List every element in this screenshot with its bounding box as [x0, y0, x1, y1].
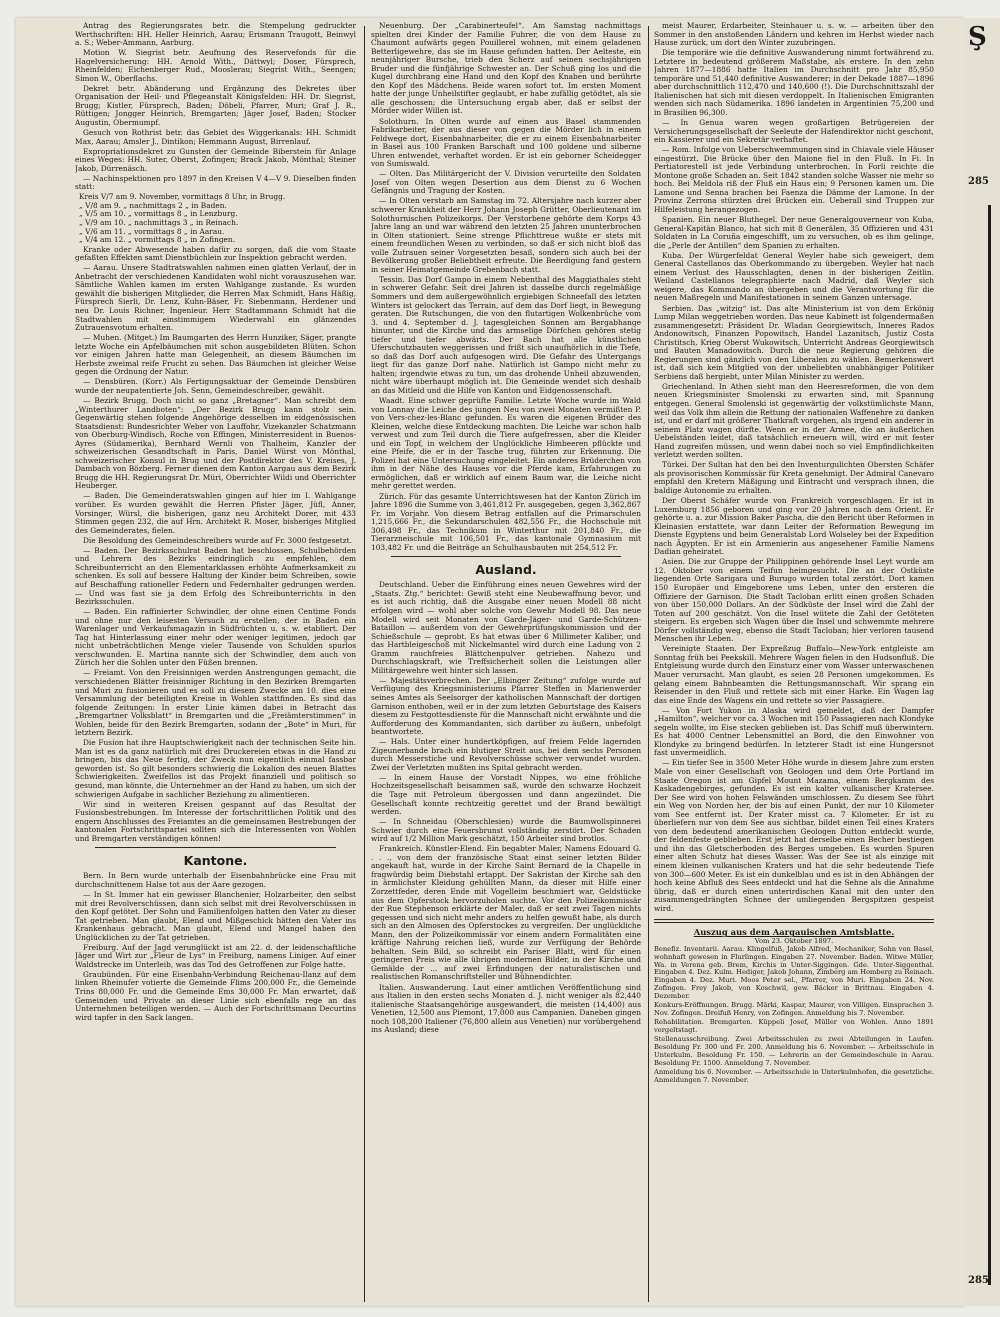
section-separator: [95, 847, 336, 848]
ausland-paragraphs: [371, 581, 641, 1034]
article-paragraph: Der Oberst Schäfer wurde von Frankreich vorgeschlagen. Er ist in Luxemburg 1856 geboren und ging vor 20 Jahren nach dem Orient. Er gehörte u. a. zur Mission Baker Pascha, die den Bericht über Reformen in Kleinasien erstattete, war dann Leiter der Reformation Bewegung im Dienste Egyptens und beim Generalstab Lord Wolseley bei der Expedition nach Ägypten. Er ist ein Armenierin aus angesehener Familie Namens Dadian geheiratet.: [654, 496, 934, 557]
article-paragraph: — In Schneidau (Oberschlesien) wurde die Baumwollspinnerei Schwier durch eine Feuersbrunst vollständig zerstört. Der Schaden wird auf 1/2 Million Mark geschätzt, 150 Arbeiter sind brotlos.: [371, 817, 641, 844]
article-paragraph: — Baden. Die Gemeinderatswahlen gingen auf hier im I. Wahlgange vorüber. Es wurden gewählt die Herren Pfister Jäger, Jüfl, Anner, Vorsinger, Würsl, die bisherigen, ganz neu Architekt Dorer, mit 433 Stimmen gegen 232, die auf Hrn. Architekt R. Moser, bisheriges Mitglied des Gemeinderates, fielen.: [75, 491, 356, 535]
article-paragraph: Kranke oder Abwesende haben dafür zu sorgen, daß die vom Staate gefaßten Effekten samt Dienstbüchlein zur Inspektion gebracht werden.: [75, 244, 356, 263]
article-paragraph: Vereinigte Staaten. Der Expreßzug Buffalo—New-York entgleiste am Sonntag früh bei Peekskill. Mehrere Wagen fielen in den Hudsonfluß. Die Entgleisung wurde durch den Einsturz einer vom Wasser unterwaschenen Mauer verursacht. Man glaubt, es seien 28 Personen umgekommen. Es gelang einem Bahnbeamten die Rettungsmannschaft. Wir sprang ein Reisender in den Fluß und rettete sich mit einer Harke. Ein Wagen lag das eine Ende des Wagens ein und rettete so vier Passagiere.: [654, 644, 934, 705]
adjacent-page-number-bottom: 285: [968, 1275, 989, 1286]
column-1-paragraphs: [75, 22, 356, 192]
column-1-news: [75, 246, 356, 844]
section-heading-ausland: Ausland.: [475, 562, 537, 578]
article-paragraph: Deutschland. Ueber die Einführung eines neuen Gewehres wird der „Staats. Ztg.“ berichtet: Gewiß steht eine Neubewaffnung bevor, und es ist auch richtig, daß die Ausgabe einer neuen Modell 88 nicht erfolgen wird — wohl aber solche von Gewehr Modell 98. Das neue Modell wird seit Monaten von Garde-Jäger- und Garde-Schützen-Bataillon — außerdem von der Gewehrprüfungskommission und der Schießschule — geprobt. Es hat etwas über 6 Millimeter Kaliber, und das Hartbleigeschoß mit Nickelmantel wird durch eine Ladung von 2 Gramm rauchfreies Blättchenpulver getrieben. Nahezu und Durchschlagskraft, wie Treffsicherheit sollen die Leistungen aller Militärgewehre weit hinter sich lassen.: [371, 580, 641, 675]
article-paragraph: — Nachinspektionen pro 1897 in den Kreisen V 4—V 9. Dieselben finden statt:: [75, 173, 356, 192]
article-paragraph: — Hals. Unter einer hundertköpfigen, auf freiem Felde lagernden Zigeunerbande brach ein blutiger Streit aus, bei dem sechs Personen durch Messerstiche und Revolverschüsse schwer verwundet wurden. Zwei der Verletzten mußten ins Spital gebracht werden.: [371, 737, 641, 772]
schedule-line: „ V/5 am 10. „ vormittags 8 „ in Lenzburg.: [79, 209, 238, 219]
column-3-paragraphs: [654, 22, 934, 913]
adjacent-page-edge: [964, 18, 1000, 1306]
column-1: [75, 22, 356, 1302]
amtsblatt-entries: [654, 946, 934, 1085]
article-paragraph: Wir sind in weiteren Kreisen gespannt auf das Resultat der Fusionsbestrebungen. Im Interesse der fortschrittlichen Politik und des engern Anschlusses des Freiamtes an die gemeinsamen Bestrebungen der kantonalen Fortschrittspartei sollten sich die Interessenten von Wohlen und Bremgarten verständigen können!: [75, 799, 356, 843]
article-paragraph: — In einem Hause der Vorstadt Nippes, wo eine fröhliche Hochzeitsgesellschaft beisammen saß, wurde den schwarze Hochzeit die Tage mit Petroleum übergossen und dann angezündet. Die Gesellschaft konnte rechtzeitig gerettet und der Brand bewältigt werden.: [371, 772, 641, 817]
schedule-line: „ V/9 am 10. „ nachmittags 3 „ in Reinach.: [79, 218, 239, 228]
adjacent-page-rule: [988, 205, 991, 1285]
article-paragraph: Serbien. Das „witzig“ ist. Das alte Ministerium ist von dem Erkönig Lump Milan weggetrieben worden. Das neue Kabinett ist folgendermaßen zusammengesetzt: Präsident Dr. Wladan Georgiewitsch, Inneres Rados Andonowitsch, Finanzen Popowitsch, Handel Lazanitsch, Justiz Costa Christitsch, Krieg Oberst Wukowitsch, Unterricht Andreas Georgiewitsch und Bauten Manadowitsch. Durch die neue Regierung gehören die Regierungen sind gänzlich von den Liberalen zu wählen. Bemerkenswert ist, daß sich kein Mitglied von der unbeliebten unabhängiger Politiker Serbiens daß hergiebt, unter Milan Minister zu werden.: [654, 303, 934, 381]
article-paragraph: — Baden. Der Bezirksschulrat Baden hat beschlossen, Schulbehörden und Lehrern des Bezirks eindringlich zu empfehlen, dem Schreibunterricht an den Elementarklassen erhöhte Aufmerksamkeit zu schenken. Es soll auf bessere Haltung der Kinder beim Schreiben, sowie auf Beschaffung rationeller Federn und Federnhalter gedrungen werden. — Und was fast sie ja dem Erfolg des Schreibunterrichts in den Bezirksschulen.: [75, 545, 356, 607]
article-paragraph: — In St. Immer hat ein gewisser Blanchenier, Holzarbeiter, den selbst mit drei Revolverschüssen, dann sich selbst mit drei Revolverschüssen in den Kopf getötet. Der Sohn und Familienfolgen hatten den Vater zu dieser Tat getrieben. Man glaubt, Elend und Mißgeschick hätten den Vater ins Krankenhaus gebracht. Man glaubt, Elend und Mangel haben den Unglücklichen zu der Tat getrieben.: [75, 889, 356, 942]
article-paragraph: Expropriationsdekret zu Gunsten der Gemeinde Biberstein für Anlage eines Weges: HH. Suter, Oberst, Zofingen; Brack Jakob, Mönthal; Steiner Jakob, Dürrenäsch.: [75, 146, 356, 173]
column-3: [654, 22, 934, 1302]
article-paragraph: Griechenland. In Athen sieht man den Heeresreformen, die von dem neuen Kriegsminister Smolenski zu erwarten sind, mit Spannung entgegen. General Smolenski ist gegenwärtig der volkstümlichste Mann, weil das Volk ihm allein die Rettung der nationalen Waffenehre zu danken ist, und er darf mit größerer Thatkraft vorgehen, als irgend ein anderer in seinem Platz wagen dürfte. Wenn er in der Armee, die an äußerlichen Uebelständen leidet, daß tatsächlich erneuern will, wird er mit fester Hand zugreifen müssen, und wenn dabei noch so viel Empfindlichkeiten verletzt werden sollten.: [654, 381, 934, 460]
article-paragraph: — Densbüren. (Korr.) Als Fertigungsaktuar der Gemeinde Densbüren wurde der neupatentierte Joh. Senn, Gemeindeschreiber, gewählt.: [75, 377, 356, 395]
box-separator: [654, 919, 934, 923]
article-paragraph: — In Genua waren wegen großartigen Betrügereien der Versicherungsgesellschaft der Seeleute der Hafendirektor nicht geschont, ein Kassierer und ein Sekretär verhaftet.: [654, 118, 934, 145]
article-paragraph: Neuenburg. Der „Carabinerteufel“. Am Samstag nachmittags spielten drei Kinder der Familie Fuhrer, die von dem Hause zu Chaumont aufwärts gegen Pouillerel wohnen, mit einem geladenen Betterligewehre, das sie im Hause gefunden hatten. Der Aelteste, ein neunjähriger Bursche, trieb den Scherz auf seinen sechsjährigen Bruder und die fünfjährige Schwester an. Der Schuß ging los und die Kugel durchbrang eine Hand und den Kopf des Knaben und berührte den Kopf des Mädchens. Beide waren sofort tot. Im ersten Moment hatte der junge Unheilstifter geglaubt, er habe zufällig getödtet, als sie alle geschossen; die Untersuchung ergab aber, daß er selbst der Mörder wider Willen ist.: [371, 22, 641, 116]
article-paragraph: — Ein tiefer See in 3500 Meter Höhe wurde in diesem Jahre zum ersten Male von einer Gesellschaft von Geologen und dem Orte Portland im Staate Oregon ist am Gipfel Mount Mazama, einem Bergkamm des Kaskadengebirges, gefunden. Es ist ein kalter vulkanischer Kratersee. Der See wird von hohen Felswänden umschlossen. Zu diesem See führt ein Weg von Norden her, der bis auf einen Punkt, der nur 10 Kilometer vom See entfernt ist. Der Krater misst ca. 7 Kilometer. Er ist zu überliefern nur von dem See aus sichtbar, bildet einen Teil eines Kraters von dem bedeutend amerikanischen Geologen Dutton entdeckt wurde, der feldenfeste geblieben. Erst jetzt hat derselbe einen Becher bestiegen und ihn das Gletscherboden des Berges umgeben. Es wurden Spuren einer alten Schutz hat dieses Wasser. Was der See ist als einzige mit einem kleinen vulkanischen Kraters und hat die sehr bedeutende Tiefe von 300—600 Meter. Es ist ein dunkelblau und es ist in den Abhängen der hoch keine Abfluß des Sees entdeckt und hat die Sehne als die Annahme übrig, daß er durch einen unterirdischen Kanal mit den unter den zusammengedrängten Schnee der umliegenden Bergspitzen gespeist wird.: [654, 758, 934, 913]
article-paragraph: Bern. In Bern wurde unterhalb der Eisenbahnbrücke eine Frau mit durchschnittenem Halse tot aus der Aare gezogen.: [75, 871, 356, 889]
schedule-line: „ V/6 am 11. „ vormittags 8 „ in Aarau.: [79, 226, 225, 236]
article-paragraph: Italien. Auswanderung. Laut einer amtlichen Veröffentlichung sind aus Italien in den ersten sechs Monaten d. J. nicht weniger als 82,440 italienische Staatsangehörige ausgewandert, die meisten (14,400) aus Venetien, 12,500 aus Piemont, 17,000 aus Campanien. Daneben gingen noch 108,200 Italiener (76,800 allein aus Venetien) nur vorübergehend ins Ausland; diese: [371, 982, 641, 1035]
article-paragraph: Frankreich. Künstler-Elend. Ein begabter Maler, Namens Edouard G. . . ., von dem der französische Staat einst seiner letzten Bilder angekauft hat, wurde in der Kirche Saint Bernard de la Chapelle in fragwürdig beim Diebstahl ertappt. Der Sakristan der Kirche sah den in ärmlichster Kleidung gehüllten Mann, da dieser mit Hilfe einer Zorzettfeder, deren Ende mit Vogelleim beschmiert war, Geldstücke aus dem Opferstock hervorzuholen suchte. Vor den Polizeikommissär der Rue Stephenson erklärte der Maler, daß er seit zwei Tagen nichts gegessen und sich nicht mehr anders zu helfen gewußt habe, als durch sich an den Almosen des Opferstockes zu vergreifen. Der unglückliche Mann, den der Polizeikommissär vor einem andern Formalitäten eine kräftige Nahrung reichen ließ, wurde zur Verfügung der Behörde behalten. Sein Bild, so schreibt ein Pariser Blatt, wird für einen geringeren Preis wie alle übrigen modernen Bilder, in der Kirche und Gemälde der ... auf zwei Erfindungen der naturalistischen und realistischen Romanschriftsteller und Bühnendichter.: [371, 844, 641, 982]
article-paragraph: — Baden. Ein raffinierter Schwindler, der ohne einen Centime Fonds und ohne nur den leisesten Versuch zu erstellen, der in Baden ein Warenlager und Verkaufsmagazin in Südfrüchten u. s. w. etabliert. Der Tag hat Hinterlassung einer mehr oder weniger legitimen, jedoch gar nicht unbeträchtlichen Menge vieler Tausende von Schulden spurlos verschwunden. E. Martina nannte sich der Schwindler, dem auch von Zürich her die Sohlen unter den Füßen brennen.: [75, 607, 356, 668]
article-paragraph: Gesuch von Rothrist betr. das Gebiet des Wiggerkanals: HH. Schmidt Max, Aarau; Amsler J., Dintikon; Hemmann August, Birrenlauf.: [75, 128, 356, 146]
schedule-line: Kreis V/7 am 9. November, vormittags 8 Uhr, in Brugg.: [79, 192, 286, 202]
article-paragraph: Motion W. Siegrist betr. Aeufnung des Reservefonds für die Hagelversicherung: HH. Arnold With., Dättwyl; Doser, Fürsprech, Rheinfelden; Eichenberger Rud., Mooslerau; Siegrist With., Seengen; Simon W., Oberflachs.: [75, 48, 356, 83]
column-2-paragraphs: [371, 22, 641, 552]
article-paragraph: — Muhen. (Mitget.) Im Baumgarten des Herrn Hunziker, Säger, prangte letzte Woche ein Apfelbäumchen mit schon ausgebildeten Blüten. Schon vor einigen Jahren hatte man Gelegenheit, an diesem Bäumchen im Herbste zweimal reife Frucht zu sehen. Das Bäumchen ist gleicher Weise gegen die Ordnung der Natur.: [75, 333, 356, 377]
article-paragraph: Zürich. Für das gesamte Unterrichtswesen hat der Kanton Zürich im Jahre 1896 die Summe von 3,461,812 Fr. ausgegeben, gegen 3,362,867 Fr. im Vorjahr. Von diesem Betrag entfallen auf die Primarschulen 1,215,666 Fr., die Sekundarschulen 482,556 Fr., die Hochschule mit 306,498 Fr., das Technikum in Winterthur mit 201,840 Fr., die Tierarzneischule mit 106,501 Fr., das kantonale Gymnasium mit 103,482 Fr. und die Beiträge an Schulhausbauten mit 254,512 Fr.: [371, 491, 641, 552]
article-paragraph: — Freiamt. Von den Freisinnigen werden Anstrengungen gemacht, die verschiedenen Blätter freisinniger Richtung in den Bezirken Bremgarten und Muri zu fusionieren und es soll zu diesem Zwecke am 10. dies eine Versammlung der beteiligten Kreise in Wohlen stattfinden. Es sind das folgende Zeitungen: In erster Linie kämen dabei in Betracht das „Bremgartner Volksblatt“ in Bremgarten und die „Freiämterstimmen“ in Wohlen, beide für den Bezirk Bremgarten, sodann der „Bote“ in Muri, für letztern Bezirk.: [75, 668, 356, 738]
inspection-schedule: [79, 193, 356, 244]
article-paragraph: Spanien. Ein neuer Bluthegel. Der neue Generalgouverneur von Kuba, General-Kapitän Blanco, hat sich mit 8 Generälen, 35 Offizieren und 431 Soldaten in La Coruña eingeschifft, um zu versuchen, ob es ihm gelinge, die „Perle der Antillen“ dem Spanien zu erhalten.: [654, 215, 934, 250]
article-paragraph: — In Olten verstarb am Samstag im 72. Altersjahre nach kurzer aber schwerer Krankheit der Herr Johann Joseph Grütter, Oberlieutenant im Solothurnischen Polizeikorps. Der Verstorbene gehörte dem Korps 43 Jahre lang an und war während den letzten 25 Jahren ununterbrochen in Olten stationiert. Seine strenge Pflichttreue wußte er stets mit einem freundlichen Wesen zu verbinden, so daß er sich nicht bloß das volle Zutrauen seiner Vorgesetzten besaß, sondern sich auch bei der Bevölkerung großer Beliebtheit erfreute. Die Beerdigung fand gestern in seiner Heimatgemeinde Grebenbach statt.: [371, 196, 641, 274]
article-paragraph: — Majestätsverbrechen. Der „Elbinger Zeitung“ zufolge wurde auf Verfügung des Kriegsministeriums Pfarrer Steffen in Marienwerder seines Amtes als Seelsorger der katholischen Mannschaft der dortigen Garnison enthoben, weil er in der zum letzten Geburtstage des Kaisers diesem zu Festgottesdienste für die Mannschaft nicht erwähnte und die Aufforderung des Kommandanten, sich darüber zu äußern, unbefolgt beantwortete.: [371, 675, 641, 737]
amtsblatt-date: Vom 23. Oktober 1897.: [754, 937, 834, 946]
amtsblatt-entry: Benefiz. Inventarii. Aarau. Klingelfuß, Jakob Alfred, Mechaniker, Sohn von Basel, wohnhaft gewesen in Flurlingen. Eingaben 27. November. Baden. Witwe Müller, Wa. in Verena geb. Brem, Kirchis in Unter-Siggingen. Gde. Unter-Siggenthal. Eingaben 4. Dez. Kulm. Hediger, Jakob Johann, Zimberg am Homberg zu Reinach. Eingaben 4. Dez. Muri. Moos Peter sel., Pfarrer, von Muri. Eingaben 24. Nov. Zofingen. Frey Jakob, von Koschwil, gew. Bäcker in Brittnau. Eingaben 4. Dezember.: [654, 945, 934, 1000]
column-rule-right: [648, 26, 649, 1302]
schedule-line: „ V/4 am 12. „ vormittags 8 „ in Zofingen.: [79, 235, 236, 245]
section-heading-kantone: Kantone.: [183, 853, 248, 869]
amtsblatt-entry: Rehabilitation. Bremgarten. Küppeli Josef, Müller von Wohlen. Anno 1891 vergeltstagt.: [654, 1018, 934, 1035]
article-paragraph: Dekret betr. Abänderung und Ergänzung des Dekretes über Organisation der Heil- und Pflegeanstalt Königsfelden: HH. Dr. Siegrist, Brugg; Kistler, Fürsprech, Baden; Döbeli, Pfarrer, Muri; Graf J. R., Rüttigen; Jongger Heinrich, Bremgarten; Jäger Josef, Baden; Stocker Augustin, Obermumpf.: [75, 83, 356, 128]
article-paragraph: Graubünden. Für eine Eisenbahn-Verbindung Reichenau-Ilanz auf dem linken Rheinufer votierte die Gemeinde Flims 200,000 Fr., die Gemeinde Trins 80,000 Fr. und die Gemeinde Ems 30,000 Fr. Man erwartet, daß Gemeinden und Private an dieser Linie sich ebenfalls rege an das Unternehmen beteiligen werden. — Auch der Fortschrittsmann Decurtins wird tapfer in den Sack langen.: [75, 969, 356, 1022]
amtsblatt-entry: Stellenausschreibung. Zwei Arbeitsschulen zu zwei Abteilungen in Laufen. Besoldung Fr. 300 und Fr. 200. Anmeldung bis 6. November. — Arbeitsschule in Unterkulm. Besoldung Fr. 150. — Lehrerin an der Gemeindeschule in Aarau. Besoldung Fr. 1500. Anmeldung 7. November.: [654, 1035, 934, 1067]
column-rule-left: [364, 26, 365, 1302]
article-paragraph: meist Maurer, Erdarbeiter, Steinhauer u. s. w. — arbeiten über den Sommer in den anstoßenden Ländern und kehren im Herbst wieder nach Hause zurück, um dort den Winter zuzubringen.: [654, 22, 934, 48]
article-paragraph: — Von Fort Yukon in Alaska wird gemeldet, daß der Dampfer „Hamilton“, welcher vor ca. 3 Wochen mit 150 Passagieren nach Klondyke segeln wollte, im Eise stecken geblieben ist. Das Schiff muß überwintern. Es hat 4000 Centner Lebensmittel an Bord, die den Einwohner von Klondyke zu bringend bedürfen. In letzterer Stadt ist eine Hungersnot fast unvermeidlich.: [654, 705, 934, 758]
article-paragraph: Die temporäre wie die definitive Auswanderung nimmt fortwährend zu. Letztere in bedeutend größerem Maßstabe, als erstere. In den zehn Jahren 1877—1886 hatte Italien im Durchschnitt pro Jahr 85,950 temporäre und 51,440 definitive Auswanderer; in der Dekade 1887—1896 aber durchschnittlich 112,470 und 140,600 (!). Die Durchschnittszahl der Italienischen hat sich mit diesen verdoppelt. In Italienischen Emigranten wenden sich nach Südamerika. 1896 landeten in Argentinien 75,200 und in Brasilien 96,300.: [654, 48, 934, 117]
article-paragraph: — Bezirk Brugg. Doch nicht so ganz „Bretagner“. Man schreibt dem „Winterthurer Landboten“: „Der Bezirk Brugg kann stolz sein. Gegenwärtig stehen folgende Angehörige desselben im eidgenössischen Staatsdienst: Bundesrichter Weber von Lauffohr, Vizekanzler Schatzmann von Oberburg-Windisch, Roche von Effingen, Ministerresident in Buenos-Ayres (Südamerika), Bernhard Wernli von Thalheim, Kanzler der schweizerischen Gesandtschaft in Paris, Daniel Würst von Mönthal, schweizerischer Konsul in Brug und der Postdirektor des V. Kreises, J. Dambach von Bözberg. Ferner dienen dem Kanton Aargau aus dem Bezirk Brugg die HH. Regierungsrat Dr. Müri, Oberrichter Wildi und Oberrichter Heuberger.: [75, 395, 356, 491]
article-paragraph: Antrag des Regierungsrates betr. die Stempelung gedruckter Werthschriften: HH. Heller Heinrich, Aarau; Erismann Traugott, Beinwyl a. S.; Weber-Ammann, Aarburg.: [75, 22, 356, 48]
article-paragraph: — Olten. Das Militärgericht der V. Division verurteilte den Soldaten Josef von Olten wegen Desertion aus dem Dienst zu 6 Wochen Gefängnis und Tragung der Kosten.: [371, 169, 641, 196]
article-paragraph: Die Besoldung des Gemeindeschreibers wurde auf Fr. 3000 festgesetzt.: [83, 535, 352, 545]
schedule-line: „ V/8 am 9. „ nachmittags 2 „ in Baden.: [79, 200, 227, 210]
amtsblatt-title: Auszug aus dem Aargauischen Amtsblatte.: [693, 927, 895, 938]
section-separator: [391, 556, 621, 557]
amtsblatt-entry: Anmeldung bis 6. November. — Arbeitsschule in Unterkulmhofen, die gesetzliche. Anmeldungen 7. November.: [654, 1068, 934, 1084]
column-2: [371, 22, 641, 1302]
article-paragraph: Freiburg. Auf der Jagd verunglückt ist am 22. d. der leidenschaftliche Jäger und Wirt zur „Fleur de Lys“ in Freiburg, namens Liniger. Auf einer Waldstrecke im Unterleib, was das Tod des Getroffenen zur Folge hatte.: [75, 942, 356, 969]
adjacent-page-number-top: 285: [968, 176, 989, 187]
article-paragraph: Kuba. Der Würgerfeldat General Weyler habe sich geweigert, dem General Castellanos das Oberkommando zu übergeben. Weyler hat nach einem Verlust des Hausschlagten, denen in der bisherigen Zeitlin. Weiland Castellanos telegraphierte nach Madrid, daß Weyler sich weigere, das Kommando an übergeben und die Verantwortung für die neuen Maßregeln und Manifestationen in seinem Ganzen untersage.: [654, 250, 934, 303]
adjacent-page-letter: Ş: [968, 22, 987, 52]
article-paragraph: Türkei. Der Sultan hat den bei den Inventurgulichten Obersten Schäfer als provisorischen Kommissär für Kreta genehmigt. Der Admiral Canevaro empfahl den Kretern Mäßigung und Eintracht und versprach ihnen, die baldige Autonomie zu erhalten.: [654, 460, 934, 495]
article-paragraph: Solothurn. In Olten wurde auf einen aus Basel stammenden Fabrikarbeiter, der aus dieser von gegen die Mörder lich in einem Feldwege dort, Eisenbahnarbeiter, die er zu einem Eisenbahnarbeiter in Basel aus 100 Franken Barschaft und 100 goldene und silberne Uhren entwendet, verhaftet worden. Er ist ein geborner Scheidegger von Sumiswald.: [371, 116, 641, 169]
article-paragraph: Die Fusion hat ihre Hauptschwierigkeit nach der technischen Seite hin. Man ist es da ganz natürlich mit drei Druckereien etwas in die Hand zu bringen, bis das Neue fertig, der Zweck nun eigentlich einmal fassbar geworden ist. So gilt besonders schwierig die Lokalion des neuen Blattes Schwierigkeiten. Zweifellos ist das Projekt finanziell und politisch so gesund, man könnte, die Unternehmer an der Hand zu haben, um sich der schwierigen Aufgabe in sachlicher Beziehung zu alimentieren.: [75, 738, 356, 799]
article-paragraph: Waadt. Eine schwer geprüfte Familie. Letzte Woche wurde im Wald von Lonnay die Leiche des jungen Neu von zwei Monaten vermißten P. von Vers-chez-les-Blanc gefunden. Es waren die eigenen Brüder des Kleinen, welche diese Entdeckung machten. Die Leiche war schon halb verwest und zum Teil durch die Tiere aufgefressen, aber die Kleider und ein Topf, in welchem der Unglückliche Himbeeren pflückte und eine Pfeife, die er in der Tasche trug, führten zur Erkennung. Die Polizei hat eine Untersuchung eingeleitet. Ein anderes Brüderchen von ihm in der Nähe des Hauses vor die Pferde kam, Erfahrungen zu ermöglichen, daß er wirklich auf einem Baum war, die Leiche nicht mehr gerettet werden.: [371, 396, 641, 491]
article-paragraph: Asien. Die zur Gruppe der Philippinen gehörende Insel Leyt wurde am 12. Oktober von einem Teifun heimgesucht. Die an der Ostküste liegenden Orte Sarigara und Burugo wurden total zerstört. Dort kamen 150 Europäer und Eingeborene ums Leben, unter den ersteren die Offiziere der Garnison. Die Stadt Tacloban erlitt einen großen Schaden von über 150,000 Dollars. An der Südküste der Insel wird die Zahl der Toten auf 200 geschätzt. Von die Insel wütete die Zahl der Getöteten steigern. Es ergeben sich Wagen über die Insel und schwemmte mehrere Dörfer vollständig weg, ebenso die Stadt Tacloban; hier verloren tausend Menschen ihr Leben.: [654, 557, 934, 644]
article-paragraph: — Aarau. Unsere Stadtratswahlen nahmen einen glatten Verlauf, der in Anbetracht der verschiedenen Kandidaten wohl nicht vorauszusehen war. Sämtliche Wahlen kamen im ersten Wahlgange zustande. Es wurden gewählt die bisherigen Mitglieder, die Herren Max Schmidt, Hans Häßig, Fürsprech Sierli, Dr. Lenz, Kuhn-Bäser, Fr. Siebenmann, Herdener und neu Dr. Louis Richner, Ingenieur. Herr Stadtammann Schmidt hat die Stadtwahlen mit einstimmigem Wiederwahl ein glänzendes Zutrauensvotum erhalten.: [75, 263, 356, 333]
article-paragraph: — Rom. Infolge von Ueberschwemmungen sind in Chiavale viele Häuser eingestürzt. Die Brücke über den Maione fiel in den Fluß. In Fi. In Pertiatorestell ist jede Verbindung unterbrochen. In Forli reichte die Montone große Schaden an. Seit 1842 standen solche Wasser nie mehr so hoch. Bei Meldola riß der Fluß ein Haus ein; 9 Personen kamen um. Die Lamone und Senna brachen bei Faenza die Dämme der Lamone. In der Provinz Zerrona stürzten drei Brücken ein. Ueberall sind Truppen zur Hilfeleistung herangezogen.: [654, 145, 934, 214]
kantone-paragraphs: [75, 872, 356, 1022]
article-paragraph: Tessin. Das Dorf Gampo in einem Nebenthal des Maggiathales steht in schwerer Gefahr. Seit drei Jahren ist dasselbe durch regelmäßige Sommers und dem außergewöhnlich ergiebigen Schneefall des letzten Winters ist gelockert das Terrain, auf dem das Dorf liegt, in Bewegung geraten. Die Rutschungen, die von den flutartigen Wolkenbrüche vom 3. und 4. September d. J. tagesgleichen Sonnen am Bergabhange hinunter, und die Kirche und das armselige Dörfchen gehören stetig tiefer und tiefer abwärts. Der Bach hat alle künstlichen Uferschutzbauten weggerissen und frißt sich unaufhörlich in die Tiefe, so daß das Dorf auch aufgesogen wird. Die Gefahr des Untergangs liegt für das ganze Dorf nahe. Natürlich ist Gampo nicht mehr zu halten; irgendwie etwas zu tun, um das drohende Unheil abzuwenden, nicht wäre überhaupt möglich ist. Die Gemeinde wendet sich deshalb an das Mitleid und die Hilfe von Kanton und Eidgenossenschaft.: [371, 274, 641, 395]
amtsblatt-entry: Konkurs-Eröffnungen. Brugg. Märki, Kaspar, Maurer, von Villigen. Einsprachen 3. Nov. Zofingen. Dreifuß Henry, von Zofingen. Anmeldung bis 7. November.: [654, 1001, 934, 1017]
